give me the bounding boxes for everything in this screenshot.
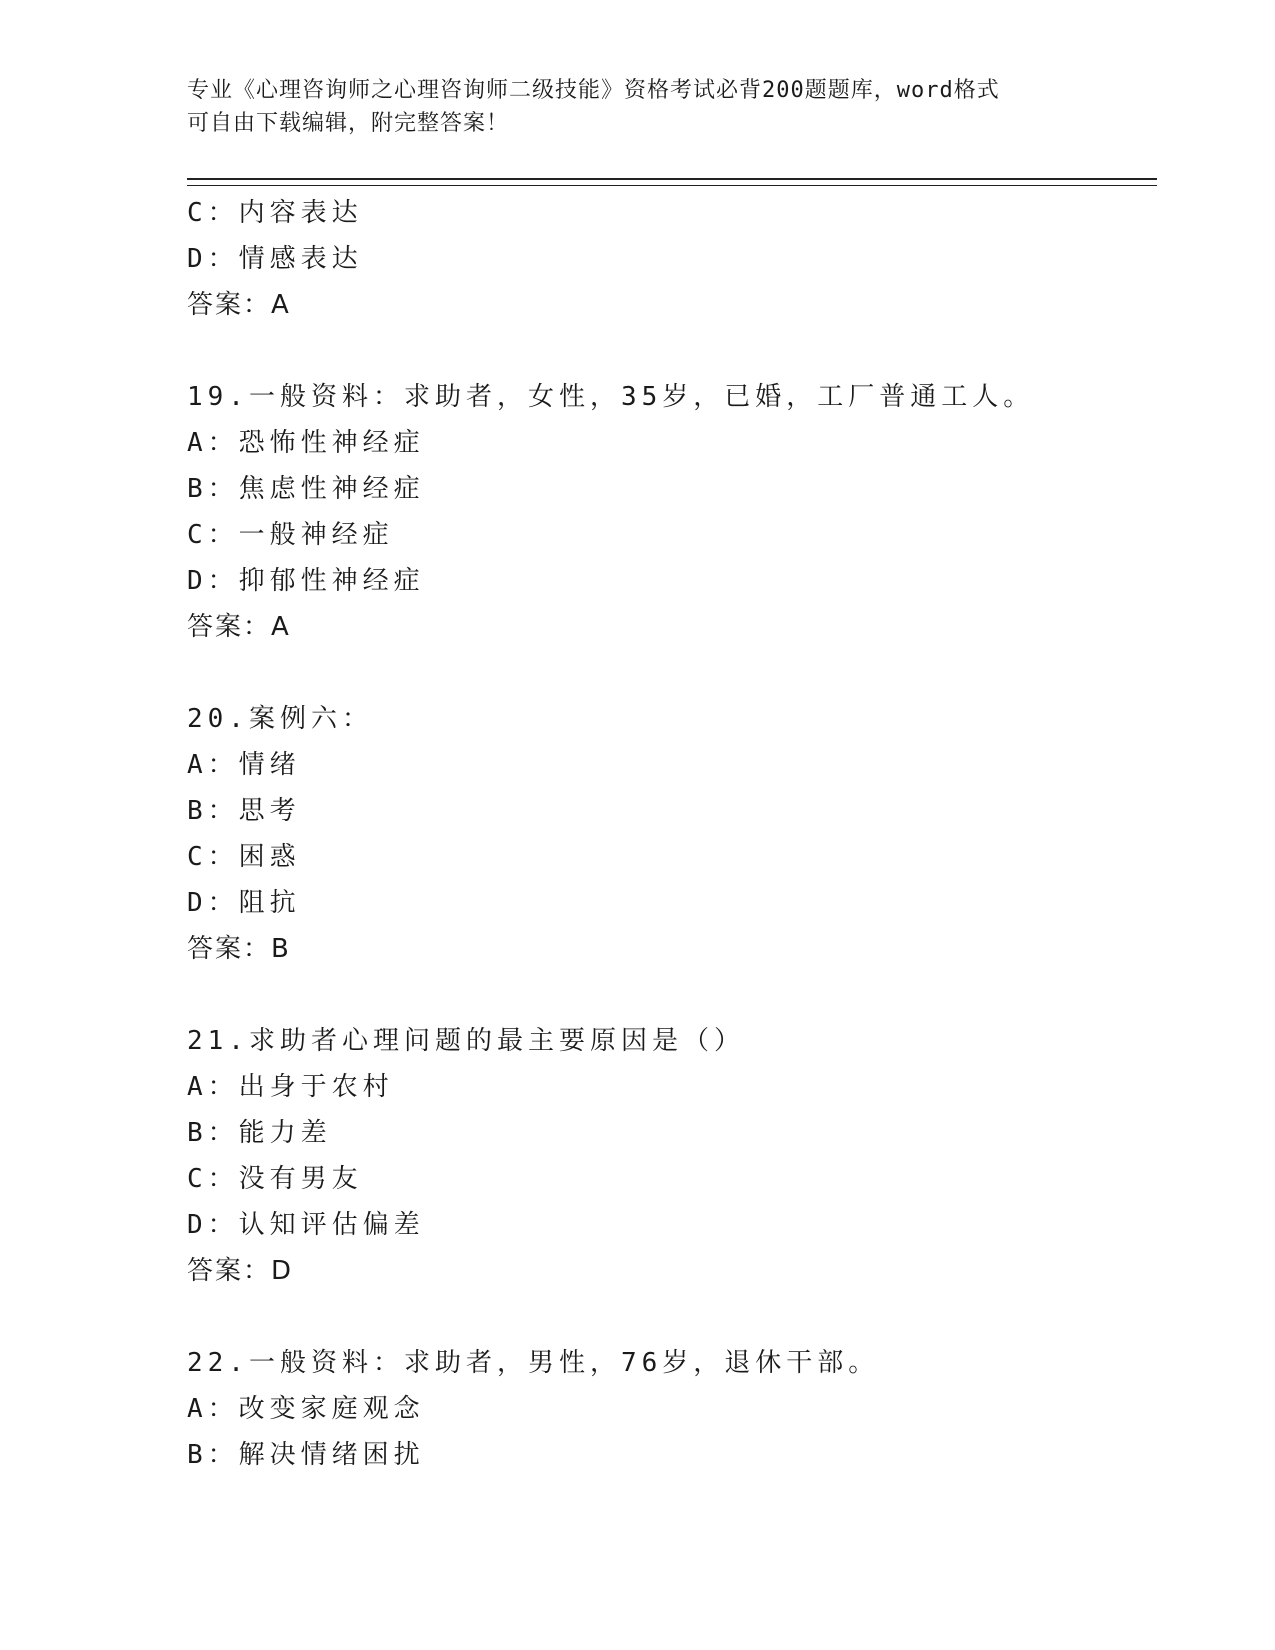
- option-c: C：没有男友: [187, 1164, 363, 1194]
- option-b: B：解决情绪困扰: [187, 1440, 425, 1470]
- option-a: A：情绪: [187, 750, 301, 780]
- question-stem: 19.一般资料：求助者，女性，35岁，已婚，工厂普通工人。: [187, 382, 1035, 412]
- question-list: [187, 190, 1147, 1478]
- option-c: C：内容表达: [187, 198, 363, 228]
- option-a: A：出身于农村: [187, 1072, 394, 1102]
- document-header: [187, 74, 1087, 140]
- option-d: D：阻抗: [187, 888, 301, 918]
- option-c: C：困惑: [187, 842, 301, 872]
- option-b: B：思考: [187, 796, 301, 826]
- header-divider: [187, 178, 1157, 186]
- question-block-20: [187, 696, 1147, 972]
- option-d: D：抑郁性神经症: [187, 566, 425, 596]
- question-block-19: [187, 374, 1147, 650]
- spacer: [187, 328, 1147, 374]
- option-d: D：情感表达: [187, 244, 363, 274]
- answer-line: 答案：A: [187, 290, 291, 320]
- option-c: C：一般神经症: [187, 520, 394, 550]
- spacer: [187, 1294, 1147, 1340]
- answer-line: 答案：D: [187, 1256, 294, 1286]
- option-b: B：焦虑性神经症: [187, 474, 425, 504]
- answer-line: 答案：B: [187, 934, 291, 964]
- spacer: [187, 972, 1147, 1018]
- option-a: A：恐怖性神经症: [187, 428, 425, 458]
- question-stem: 22.一般资料：求助者，男性，76岁，退休干部。: [187, 1348, 880, 1378]
- header-title-line-2: 可自由下载编辑，附完整答案！: [187, 111, 510, 136]
- question-stem: 21.求助者心理问题的最主要原因是（）: [187, 1026, 745, 1056]
- question-stem: 20.案例六：: [187, 704, 373, 734]
- answer-line: 答案：A: [187, 612, 291, 642]
- header-title-line-1: 专业《心理咨询师之心理咨询师二级技能》资格考试必背200题题库，word格式: [187, 78, 1000, 103]
- option-b: B：能力差: [187, 1118, 332, 1148]
- question-block-18-continued: [187, 190, 1147, 328]
- option-d: D：认知评估偏差: [187, 1210, 425, 1240]
- option-a: A：改变家庭观念: [187, 1394, 425, 1424]
- question-block-21: [187, 1018, 1147, 1294]
- question-block-22: [187, 1340, 1147, 1478]
- spacer: [187, 650, 1147, 696]
